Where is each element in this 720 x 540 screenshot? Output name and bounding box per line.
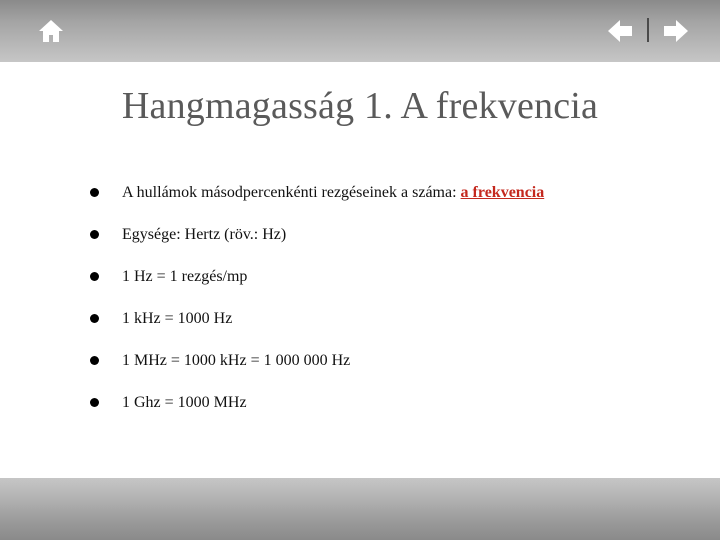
nav-separator <box>647 18 649 42</box>
bullet-text: Egysége: Hertz (röv.: Hz) <box>122 226 287 243</box>
bullet-dot <box>90 398 99 407</box>
home-icon <box>36 16 66 46</box>
arrow-left-icon <box>604 16 634 46</box>
bullet-item <box>90 352 650 394</box>
bullet-dot <box>90 230 99 239</box>
bullet-dot <box>90 356 99 365</box>
frekvencia-highlight: a frekvencia <box>460 184 545 201</box>
arrow-right-icon <box>662 16 692 46</box>
bullet-item <box>90 394 650 436</box>
top-toolbar <box>0 0 720 62</box>
bottom-bar <box>0 478 720 540</box>
bullet-item <box>90 268 650 310</box>
previous-slide-button[interactable] <box>604 16 634 46</box>
bullet-item <box>90 310 650 352</box>
bullet-text: 1 Ghz = 1000 MHz <box>122 394 247 411</box>
bullet-dot <box>90 314 99 323</box>
slide-navigation <box>604 16 694 46</box>
bullet-text: 1 Hz = 1 rezgés/mp <box>122 268 248 285</box>
bullet-item <box>90 184 650 226</box>
bullet-text-main: A hullámok másodpercenkénti rezgéseinek a száma: <box>122 184 461 201</box>
bullet-dot <box>90 272 99 281</box>
bullet-text: 1 MHz = 1000 kHz = 1 000 000 Hz <box>122 352 351 369</box>
bullet-text: 1 kHz = 1000 Hz <box>122 310 233 327</box>
bullet-dot <box>90 188 99 197</box>
bullet-item <box>90 226 650 268</box>
bullet-list <box>90 184 650 436</box>
home-button[interactable] <box>36 16 66 46</box>
bullet-text <box>122 184 544 202</box>
slide-title: Hangmagasság 1. A frekvencia <box>121 85 599 127</box>
next-slide-button[interactable] <box>662 16 692 46</box>
